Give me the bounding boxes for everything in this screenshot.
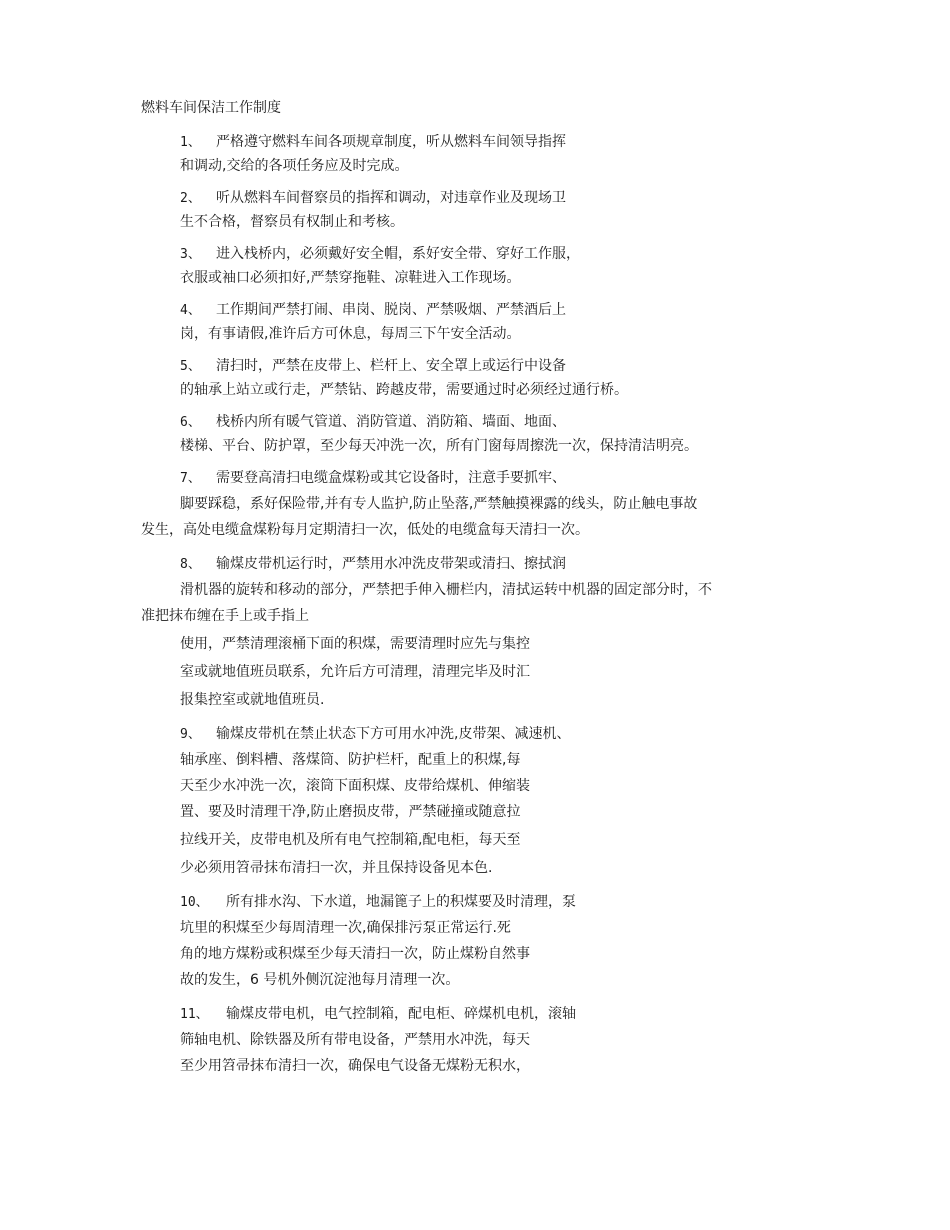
clause-text: 室或就地值班员联系，允许后方可清理，清理完毕及时汇 — [180, 664, 530, 680]
clause-first-line — [180, 132, 566, 153]
clause-text: 清扫时，严禁在皮带上、栏杆上、安全罩上或运行中设备 — [216, 358, 566, 374]
clause-first-line — [180, 554, 566, 575]
clause-text: 拉线开关，皮带电机及所有电气控制箱,配电柜，每天至 — [180, 832, 521, 848]
clause-text: 严格遵守燃料车间各项规章制度，听从燃料车间领导指挥 — [216, 134, 566, 150]
clause-text: 所有排水沟、下水道，地漏篦子上的积煤要及时清理，泵 — [226, 894, 576, 910]
clause-text: 故的发生，6 号机外侧沉淀池每月清理一次。 — [180, 972, 460, 988]
clause-text: 输煤皮带电机，电气控制箱，配电柜、碎煤机电机，滚轴 — [226, 1006, 576, 1022]
clause-text: 筛轴电机、除铁器及所有带电设备，严禁用水冲洗，每天 — [180, 1032, 530, 1048]
clause-text: 和调动,交给的各项任务应及时完成。 — [180, 158, 409, 174]
clause-text: 生不合格，督察员有权制止和考核。 — [180, 214, 404, 230]
clause-text: 听从燃料车间督察员的指挥和调动，对违章作业及现场卫 — [216, 190, 566, 206]
clause-number: 1、 — [180, 135, 201, 150]
clause-line — [180, 690, 324, 710]
clause-first-line — [180, 724, 570, 745]
clause-line — [180, 750, 520, 770]
clause-first-line — [180, 1004, 576, 1025]
clause-text: 脚要踩稳，系好保险带,并有专人监护,防止坠落,严禁触摸裸露的线头，防止触电事故 — [180, 496, 698, 512]
clause-text: 报集控室或就地值班员. — [180, 692, 325, 708]
clause-text: 输煤皮带机运行时，严禁用水冲洗皮带架或清扫、擦拭润 — [216, 556, 566, 572]
clause-text: 置、要及时清理干净,防止磨损皮带，严禁碰撞或随意拉 — [180, 804, 521, 820]
clause-line — [180, 662, 530, 682]
clause-text: 工作期间严禁打闹、串岗、脱岗、严禁吸烟、严禁酒后上 — [216, 302, 566, 318]
clause-number: 9、 — [180, 727, 201, 742]
clause-line — [180, 858, 492, 878]
clause-first-line — [180, 356, 566, 377]
clause-number: 11、 — [180, 1007, 209, 1022]
clause-first-line — [180, 300, 566, 321]
clause-line — [180, 944, 530, 964]
clause-text: 楼梯、平台、防护罩，至少每天冲洗一次，所有门窗每周擦洗一次，保持清洁明亮。 — [180, 438, 698, 454]
clause-text: 角的地方煤粉或积煤至少每天清扫一次，防止煤粉自然事 — [180, 946, 530, 962]
clause-text: 岗，有事请假,准许后方可休息，每周三下午安全活动。 — [180, 326, 521, 342]
clause-first-line — [180, 468, 566, 489]
clause-line — [141, 520, 589, 540]
clause-first-line — [180, 188, 566, 209]
clause-line — [180, 970, 459, 990]
document-title: 燃料车间保洁工作制度 — [141, 100, 281, 116]
clause-number: 3、 — [180, 247, 201, 262]
clause-text: 滑机器的旋转和移动的部分，严禁把手伸入栅栏内，清拭运转中机器的固定部分时，不 — [180, 582, 712, 598]
clause-text: 天至少水冲洗一次，滚筒下面积煤、皮带给煤机、伸缩装 — [180, 778, 530, 794]
clause-line — [180, 156, 408, 176]
clause-text: 进入栈桥内，必须戴好安全帽，系好安全带、穿好工作服， — [216, 246, 580, 262]
clause-line — [180, 776, 530, 796]
clause-number: 2、 — [180, 191, 201, 206]
clause-first-line — [180, 244, 580, 265]
clause-line — [180, 918, 511, 938]
clause-number: 4、 — [180, 303, 201, 318]
clause-line — [180, 324, 520, 344]
clause-line — [180, 494, 697, 514]
clause-number: 8、 — [180, 557, 201, 572]
clause-text: 发生，高处电缆盒煤粉每月定期清扫一次，低处的电缆盒每天清扫一次。 — [141, 522, 589, 538]
clause-text: 的轴承上站立或行走，严禁钻、跨越皮带，需要通过时必须经过通行桥。 — [180, 382, 628, 398]
clause-number: 10、 — [180, 895, 209, 910]
clause-line — [180, 830, 520, 850]
clause-number: 5、 — [180, 359, 201, 374]
clause-line — [180, 580, 712, 600]
clause-first-line — [180, 892, 576, 913]
clause-text: 栈桥内所有暖气管道、消防管道、消防箱、墙面、地面、 — [216, 414, 566, 430]
clause-line — [180, 802, 520, 822]
clause-first-line — [180, 412, 566, 433]
clause-text: 需要登高清扫电缆盒煤粉或其它设备时，注意手要抓牢、 — [216, 470, 566, 486]
clause-text: 输煤皮带机在禁止状态下方可用水冲洗,皮带架、减速机、 — [216, 726, 571, 742]
clause-line — [180, 634, 530, 654]
clause-text: 少必须用笤帚抹布清扫一次，并且保持设备见本色. — [180, 860, 493, 876]
clause-text: 轴承座、倒料槽、落煤筒、防护栏杆，配重上的积煤,每 — [180, 752, 521, 768]
clause-text: 衣服或袖口必须扣好,严禁穿拖鞋、凉鞋进入工作现场。 — [180, 270, 521, 286]
clause-number: 7、 — [180, 471, 201, 486]
clause-line — [180, 268, 520, 288]
clause-line — [180, 436, 698, 456]
clause-line — [180, 1030, 530, 1050]
clause-line — [180, 380, 628, 400]
clause-line — [180, 1056, 530, 1076]
clause-number: 6、 — [180, 415, 201, 430]
clause-line — [141, 606, 309, 626]
clause-text: 使用，严禁清理滚桶下面的积煤，需要清理时应先与集控 — [180, 636, 530, 652]
clause-text: 坑里的积煤至少每周清理一次,确保排污泵正常运行.死 — [180, 920, 511, 936]
clause-text: 准把抹布缠在手上或手指上 — [141, 608, 309, 624]
clause-line — [180, 212, 404, 232]
clause-text: 至少用笤帚抹布清扫一次，确保电气设备无煤粉无积水， — [180, 1058, 530, 1074]
